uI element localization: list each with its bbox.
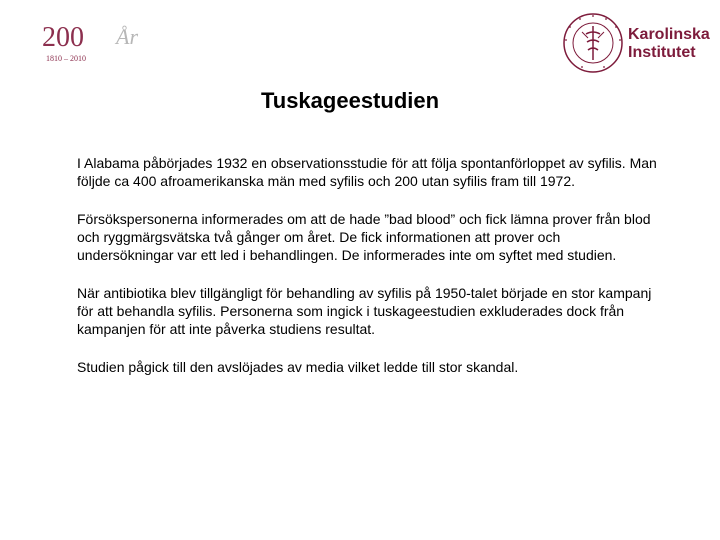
slide-title: Tuskageestudien [260,88,440,113]
anniversary-suffix: År [116,24,138,49]
ki-name-line2: Institutet [628,44,696,61]
ki-name-line1: Karolinska [628,26,710,43]
paragraph-2: Försökspersonerna informerades om att de hade ”bad blood” och fick lämna prover från blod och ryggmärgsvätska två gånger om året. De fick informationen att prover och undersökningar var ett led i behandlingen. De informerades inte om syftet med studien. [77,211,651,263]
paragraph-3: När antibiotika blev tillgängligt för behandling av syfilis på 1950-talet började en stor kampanj för att behandla syfilis. Personerna som ingick i tuskageestudien exkluderades dock från kampanjen för att inte påverka studiens resultat. [77,285,652,337]
paragraph-4: Studien pågick till den avslöjades av media vilket ledde till stor skandal. [77,359,519,375]
ki-wordmark [628,26,710,62]
anniversary-logo [42,22,152,70]
karolinska-logo [562,12,712,78]
paragraph-1: I Alabama påbörjades 1932 en observationsstudie för att följa spontanförloppet av syfilis. Man följde ca 400 afroamerikanska män med syfilis och 200 utan syfilis fram till 1972. [77,155,657,189]
slide-body [77,154,657,396]
ki-seal-icon [562,12,624,74]
anniversary-number: 200 [42,22,84,53]
anniversary-years: 1810 – 2010 [46,54,86,63]
